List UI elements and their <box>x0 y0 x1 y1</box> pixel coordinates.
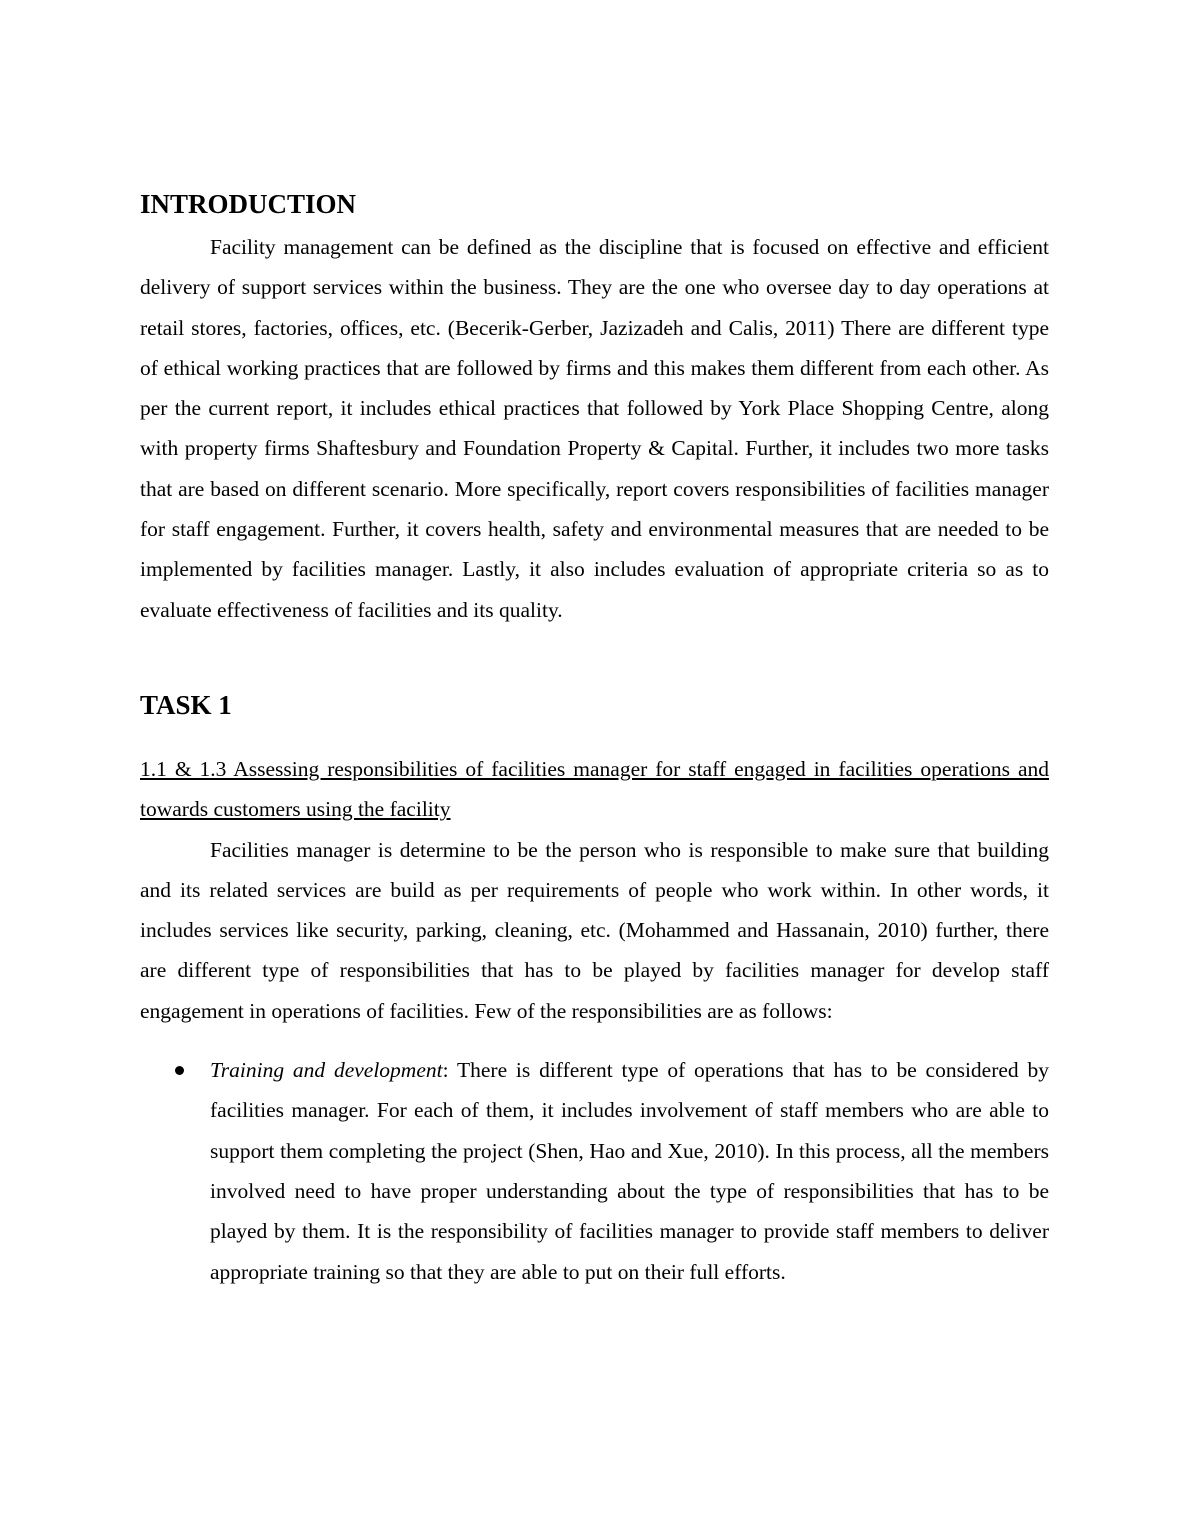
bullet-text: : There is different type of operations that has to be considered by facilities manager. For each of them, it includes involvement of staff members who are able to support them completing the project (Shen, Hao and Xue, 2010). In this process, all the members involved need to have proper understanding about the type of responsibilities that has to be played by them. It is the responsibility of facilities manager to provide staff members to deliver appropriate training so that they are able to put on their full efforts. <box>210 1058 1049 1284</box>
document-page <box>140 184 1049 1292</box>
task1-subheading: 1.1 & 1.3 Assessing responsibilities of facilities manager for staff engaged in facilities operations and towards customers using the facility <box>140 756 1049 822</box>
list-item <box>140 1050 1049 1292</box>
responsibilities-list <box>140 1050 1049 1292</box>
introduction-paragraph: Facility management can be defined as the discipline that is focused on effective and efficient delivery of support services within the business. They are the one who oversee day to day operations at retail stores, factories, offices, etc. (Becerik-Gerber, Jazizadeh and Calis, 2011) There are different type of ethical working practices that are followed by firms and this makes them different from each other. As per the current report, it includes ethical practices that followed by York Place Shopping Centre, along with property firms Shaftesbury and Foundation Property & Capital. Further, it includes two more tasks that are based on different scenario. More specifically, report covers responsibilities of facilities manager for staff engagement. Further, it covers health, safety and environmental measures that are needed to be implemented by facilities manager. Lastly, it also includes evaluation of appropriate criteria so as to evaluate effectiveness of facilities and its quality. <box>140 235 1049 622</box>
bullet-term: Training and development <box>210 1058 443 1083</box>
bullet-icon <box>175 1066 184 1075</box>
introduction-heading: INTRODUCTION <box>140 189 357 219</box>
task1-paragraph: Facilities manager is determine to be the person who is responsible to make sure that building and its related services are build as per requirements of people who work within. In other words, it includes services like security, parking, cleaning, etc. (Mohammed and Hassanain, 2010) further, there are different type of responsibilities that has to be played by facilities manager for develop staff engagement in operations of facilities. Few of the responsibilities are as follows: <box>140 837 1049 1023</box>
task1-heading: TASK 1 <box>140 689 232 720</box>
